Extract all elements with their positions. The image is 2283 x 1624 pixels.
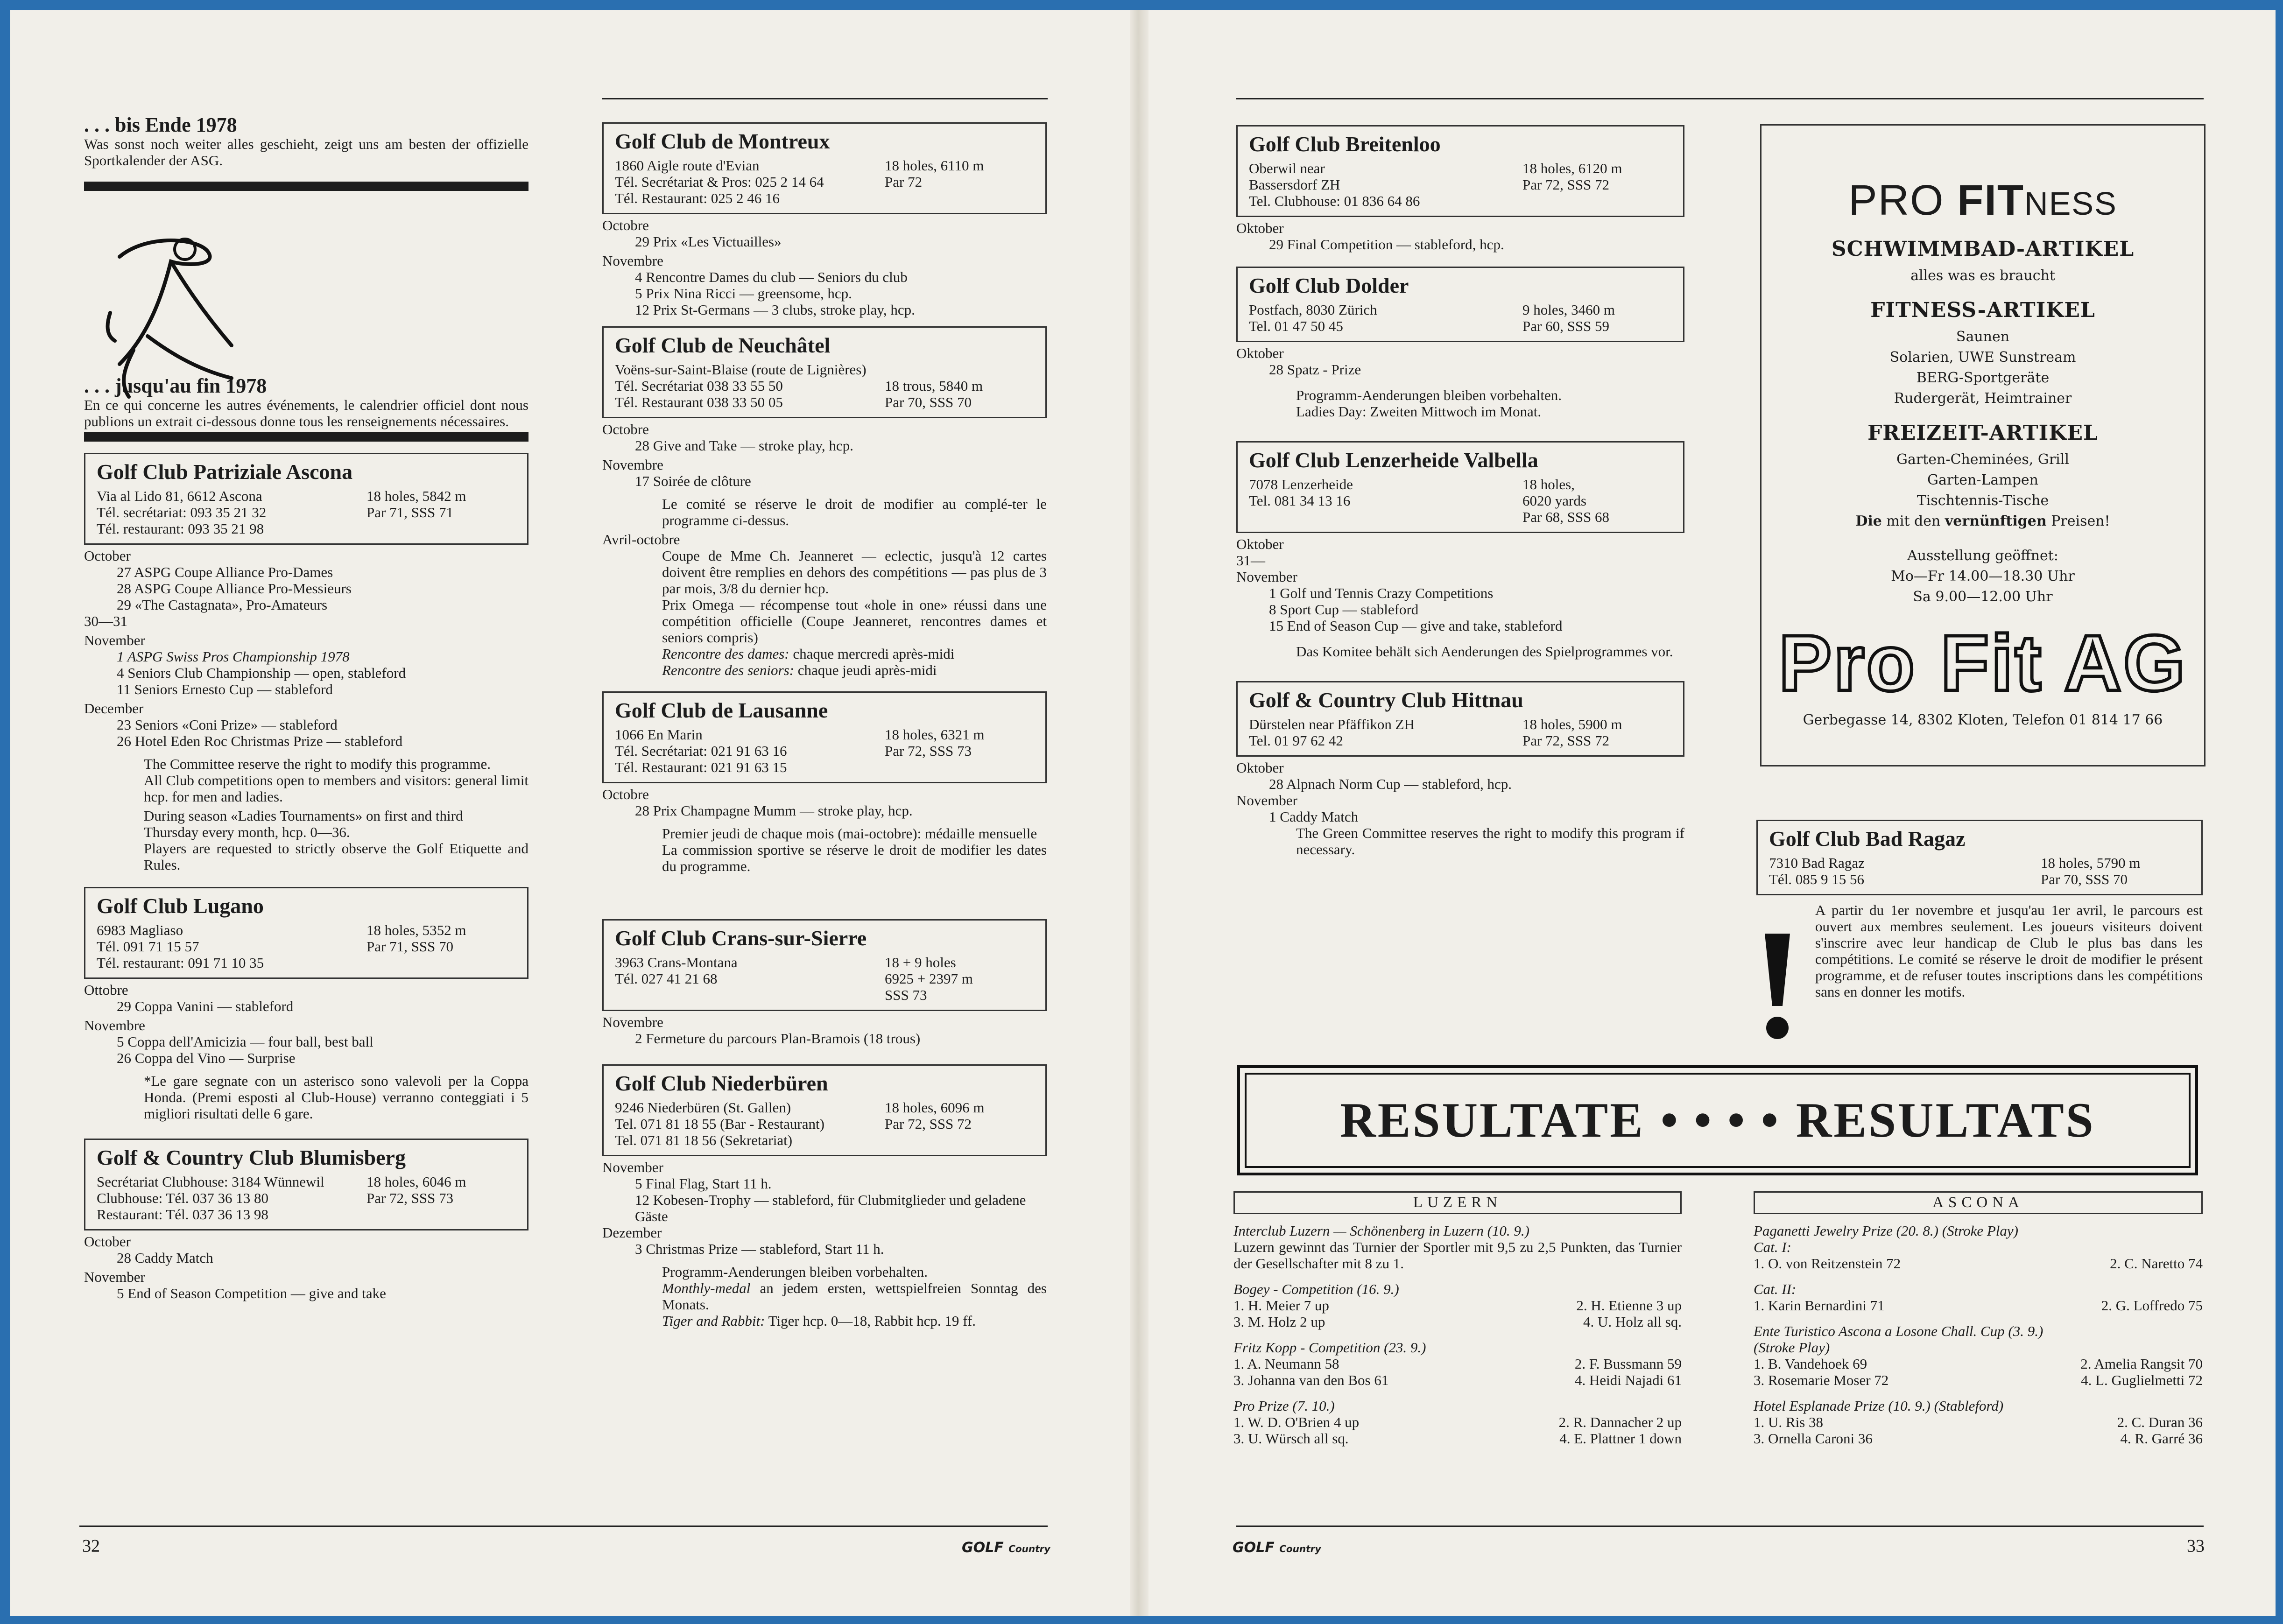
- club-info: [615, 954, 1034, 1003]
- event: 8 Sport Cup — stableford: [1269, 601, 1419, 618]
- club-note: *Le gare segnate con un asterisco sono valevoli per la Coppa Honda. (Premi esposti al Club-House) verranno conteggiati i 5 migliori risultati delle 6 gare.: [144, 1073, 528, 1122]
- club-stats: 18 holes, 6110 m: [885, 157, 984, 174]
- club-box-blumisberg: [84, 1139, 528, 1230]
- intro-de-text: Was sonst noch weiter alles geschieht, zeigt uns am besten der offizielle Sportkalender der ASG.: [84, 136, 528, 169]
- month: Oktober: [1236, 536, 1284, 552]
- club-name: Golf Club Lugano: [97, 894, 264, 918]
- club-stats: Par 70, SSS 70: [885, 394, 972, 410]
- club-name: Golf Club de Neuchâtel: [615, 333, 831, 357]
- club-note: A partir du 1er novembre et jusqu'au 1er avril, le parcours est ouvert aux membres seulement. Les joueurs visiteurs doivent s'inscrire avec leur handicap de Club le plus bas dans les compétitions. Le comité se réserve le droit de modifier le présent programme, et de refuser toutes inscriptions dans les compétitions sans en donner les motifs.: [1815, 902, 2203, 1000]
- club-address: 7310 Bad Ragaz: [1769, 855, 1865, 871]
- club-address: Dürstelen near Pfäffikon ZH: [1249, 716, 1415, 732]
- month: November: [1236, 569, 1297, 585]
- club-info: [615, 157, 1034, 206]
- club-phone: Tel. 01 97 62 42: [1249, 732, 1343, 749]
- club-note: Ladies Day: Zweiten Mittwoch im Monat.: [1296, 403, 1542, 420]
- club-stats: 18 trous, 5840 m: [885, 378, 983, 394]
- club-box-hittnau: [1236, 681, 1684, 757]
- logo-sub: Country: [1008, 1543, 1050, 1554]
- club-phone: Restaurant: Tél. 037 36 13 98: [97, 1206, 268, 1223]
- result-row: [1754, 1414, 2203, 1430]
- club-name: Golf Club Patriziale Ascona: [97, 460, 353, 484]
- club-info: [97, 488, 516, 537]
- club-name: Golf Club Bad Ragaz: [1769, 827, 1966, 851]
- results-banner: [1237, 1065, 2198, 1175]
- club-box-lugano: [84, 887, 528, 979]
- club-box-neuchatel: [602, 326, 1047, 418]
- tournament-title: Hotel Esplanade Prize (10. 9.) (Stableford): [1754, 1398, 2004, 1414]
- month: Ottobre: [84, 982, 128, 998]
- club-note: All Club competitions open to members and visitors: general limit hcp. for men and ladies.: [144, 772, 528, 805]
- club-address: Postfach, 8030 Zürich: [1249, 302, 1377, 318]
- ad-text: Saunen: [1956, 329, 2010, 345]
- event: 4 Seniors Club Championship — open, stableford: [117, 665, 406, 681]
- result-entry: 2. F. Bussmann 59: [1574, 1356, 1682, 1372]
- month: December: [84, 700, 144, 717]
- intro-fr-text: En ce qui concerne les autres événements, le calendrier officiel dont nous publions un extrait ci-dessous donne tous les renseignements nécessaires.: [84, 397, 528, 429]
- month: Avril-octobre: [602, 531, 680, 548]
- ad-slogan-part: mit den: [1881, 513, 1945, 529]
- top-rule: [1236, 98, 2204, 99]
- month: Novembre: [602, 1014, 663, 1030]
- club-stats: Par 72, SSS 72: [1522, 732, 1610, 749]
- logo-sub: Country: [1279, 1543, 1321, 1554]
- club-stats: 6020 yards: [1522, 492, 1586, 509]
- club-note: Programm-Aenderungen bleiben vorbehalten.: [662, 1264, 928, 1280]
- result-row: [1754, 1255, 2203, 1272]
- banner-title-fr: RESULTATS: [1796, 1093, 2095, 1147]
- club-phone: Tél. restaurant: 093 35 21 98: [97, 520, 264, 537]
- month: Novembre: [602, 457, 663, 473]
- club-name: Golf Club Niederbüren: [615, 1071, 828, 1095]
- club-note: The Committee reserve the right to modify this programme.: [144, 756, 491, 772]
- result-entry: 3. Rosemarie Moser 72: [1754, 1372, 1889, 1388]
- note-text: Tiger hcp. 0—18, Rabbit hcp. 19 ff.: [768, 1313, 976, 1329]
- result-entry: 2. R. Dannacher 2 up: [1558, 1414, 1682, 1430]
- result-entry: 3. U. Würsch all sq.: [1233, 1430, 1349, 1447]
- club-name: Golf & Country Club Hittnau: [1249, 688, 1523, 712]
- note-text: chaque jeudi après-midi: [797, 662, 937, 678]
- result-entry: 1. Karin Bernardini 71: [1754, 1297, 1885, 1314]
- ad-text: Tischtennis-Tische: [1917, 492, 2049, 509]
- tournament-title: Paganetti Jewelry Prize (20. 8.) (Stroke Play): [1754, 1223, 2019, 1239]
- divider: [84, 432, 528, 442]
- club-note: Le comité se réserve le droit de modifier au complé-ter le programme ci-dessus.: [662, 496, 1047, 528]
- club-stats: 18 holes, 6120 m: [1522, 160, 1622, 176]
- result-entry: 2. H. Etienne 3 up: [1576, 1297, 1682, 1314]
- event: 29 «The Castagnata», Pro-Amateurs: [117, 597, 328, 613]
- event: 31—: [1236, 552, 1265, 569]
- result-entry: 3. M. Holz 2 up: [1233, 1314, 1325, 1330]
- club-address: 1066 En Marin: [615, 726, 703, 743]
- club-stats: 18 holes, 6046 m: [366, 1174, 466, 1190]
- result-entry: 4. L. Guglielmetti 72: [2081, 1372, 2203, 1388]
- banner-title-de: RESULTATE: [1340, 1093, 1645, 1147]
- result-row: [1754, 1430, 2203, 1447]
- club-name: Golf Club Dolder: [1249, 274, 1409, 297]
- month: November: [1236, 792, 1297, 808]
- result-entry: 1. U. Ris 38: [1754, 1414, 1823, 1430]
- club-phone: Tél. 091 71 15 57: [97, 938, 199, 955]
- club-phone: Tél. restaurant: 091 71 10 35: [97, 955, 264, 971]
- tournament-text: Luzern gewinnt das Turnier der Sportler mit 9,5 zu 2,5 Punkten, das Turnier der Gesellschafter mit 8 zu 1.: [1233, 1239, 1682, 1272]
- event: 2 Fermeture du parcours Plan-Bramois (18 trous): [635, 1030, 921, 1047]
- result-entry: 2. C. Naretto 74: [2110, 1255, 2203, 1272]
- event: 28 Prix Champagne Mumm — stroke play, hcp.: [635, 802, 913, 819]
- club-note: During season «Ladies Tournaments» on first and third: [144, 808, 463, 824]
- club-stats: Par 72, SSS 72: [1522, 176, 1610, 193]
- club-phone: Tél. Restaurant: 025 2 46 16: [615, 190, 780, 206]
- club-stats: Par 60, SSS 59: [1522, 318, 1610, 334]
- month: November: [602, 1159, 663, 1175]
- magazine-logo: [1233, 1540, 1321, 1556]
- club-stats: Par 72, SSS 72: [885, 1116, 972, 1132]
- month: Octobre: [602, 421, 649, 437]
- club-address: 7078 Lenzerheide: [1249, 476, 1353, 492]
- ad-text: Garten-Lampen: [1927, 472, 2038, 488]
- month: Dezember: [602, 1224, 662, 1241]
- event: 29 Coppa Vanini — stableford: [117, 998, 294, 1014]
- note-text: chaque mercredi après-midi: [793, 646, 955, 662]
- tournament-title: Pro Prize (7. 10.): [1233, 1398, 1335, 1414]
- note-text: an jedem ersten, wettspielfreien Sonntag des Monats.: [662, 1280, 1047, 1313]
- note-label: Monthly-medal: [662, 1280, 751, 1296]
- club-phone: Clubhouse: Tél. 037 36 13 80: [97, 1190, 268, 1206]
- left-column-2: [602, 122, 1047, 1329]
- month: October: [84, 548, 131, 564]
- event: 28 Give and Take — stroke play, hcp.: [635, 437, 853, 454]
- club-name: Golf & Country Club Blumisberg: [97, 1146, 406, 1169]
- club-note: Thursday every month, hcp. 0—36.: [144, 824, 350, 840]
- club-note: [602, 646, 1047, 662]
- results-ascona: [1754, 1191, 2203, 1447]
- club-name: Golf Club Crans-sur-Sierre: [615, 926, 867, 950]
- club-stats: Par 72, SSS 73: [366, 1190, 454, 1206]
- ad-brand-pro: PRO: [1848, 176, 1958, 224]
- event: 30—31: [84, 613, 127, 629]
- result-entry: 3. Ornella Caroni 36: [1754, 1430, 1873, 1447]
- club-box-dolder: [1236, 267, 1684, 342]
- result-entry: 4. R. Garré 36: [2120, 1430, 2203, 1447]
- month: Octobre: [602, 217, 649, 233]
- club-address: 1860 Aigle route d'Evian: [615, 157, 760, 174]
- ad-address: Gerbegasse 14, 8302 Kloten, Telefon 01 814 17 66: [1803, 712, 2163, 728]
- club-phone: Tel. 081 34 13 16: [1249, 492, 1351, 509]
- club-name: Golf Club Lenzerheide Valbella: [1249, 448, 1538, 472]
- club-stats: Par 72, SSS 73: [885, 743, 972, 759]
- tournament-title: Bogey - Competition (16. 9.): [1233, 1281, 1399, 1297]
- page-number: 33: [2187, 1536, 2205, 1556]
- result-entry: 2. Amelia Rangsit 70: [2080, 1356, 2203, 1372]
- results-header: ASCONA: [1754, 1191, 2203, 1214]
- result-entry: 1. O. von Reitzenstein 72: [1754, 1255, 1901, 1272]
- results-luzern: [1233, 1191, 1682, 1447]
- club-stats: 18 holes, 5352 m: [366, 922, 466, 938]
- event: 28 ASPG Coupe Alliance Pro-Messieurs: [117, 580, 352, 597]
- ad-text: Mo—Fr 14.00—18.30 Uhr: [1891, 568, 2075, 584]
- club-info: [1249, 302, 1672, 334]
- month: Novembre: [602, 253, 663, 269]
- banner-dots: • • • •: [1660, 1093, 1780, 1147]
- club-phone: Tél. secrétariat: 093 35 21 32: [97, 504, 267, 520]
- club-box-ragaz: [1756, 820, 2203, 895]
- note-label: Tiger and Rabbit:: [662, 1313, 765, 1329]
- event: 29 Prix «Les Victuailles»: [635, 233, 782, 250]
- month: Oktober: [1236, 345, 1284, 361]
- club-phone: Tél. 085 9 15 56: [1769, 871, 1865, 887]
- event: 1 Caddy Match: [1269, 808, 1359, 825]
- event: 5 End of Season Competition — give and take: [117, 1285, 386, 1301]
- note-label: Rencontre des dames:: [662, 646, 789, 662]
- event: 26 Coppa del Vino — Surprise: [117, 1050, 296, 1066]
- event: 1 Golf und Tennis Crazy Competitions: [1269, 585, 1494, 601]
- club-phone: Tél. 027 41 21 68: [615, 970, 718, 987]
- category-label: Cat. I:: [1754, 1239, 1791, 1255]
- club-stats: Par 68, SSS 68: [1522, 509, 1610, 525]
- result-row: [1754, 1372, 2203, 1388]
- event: 5 Final Flag, Start 11 h.: [635, 1175, 772, 1192]
- club-note: [602, 662, 1047, 678]
- club-box-lenzerheide: [1236, 441, 1684, 533]
- club-box-niederburen: [602, 1064, 1047, 1156]
- club-info: [615, 378, 1034, 410]
- club-note: [602, 1280, 1047, 1313]
- result-entry: 4. E. Plattner 1 down: [1559, 1430, 1682, 1447]
- club-info: [1249, 160, 1672, 209]
- event: 5 Prix Nina Ricci — greensome, hcp.: [635, 285, 852, 302]
- divider: [84, 182, 528, 191]
- club-note: Prix Omega — récompense tout «hole in one» réussi dans une compétition officielle (Coupe Jeanneret, rencontres dames et seniors compris): [662, 597, 1047, 646]
- club-note: Das Komitee behält sich Aenderungen des Spielprogrammes vor.: [1296, 643, 1673, 660]
- club-stats: SSS 73: [885, 987, 927, 1003]
- club-address: Secrétariat Clubhouse: 3184 Wünnewil: [97, 1174, 324, 1190]
- club-phone: Tél. Secrétariat 038 33 55 50: [615, 378, 783, 394]
- club-box-breitenloo: [1236, 125, 1684, 217]
- result-row: [1754, 1297, 2203, 1314]
- bottom-rule: [79, 1526, 1048, 1527]
- event: 5 Coppa dell'Amicizia — four ball, best ball: [117, 1033, 373, 1050]
- right-column-1: [1236, 125, 1684, 858]
- club-address: Via al Lido 81, 6612 Ascona: [97, 488, 262, 504]
- ad-heading: FITNESS-ARTIKEL: [1870, 298, 2095, 322]
- club-box-lausanne: [602, 691, 1047, 783]
- club-info: [1769, 855, 2190, 887]
- result-entry: 1. H. Meier 7 up: [1233, 1297, 1329, 1314]
- club-address: 6983 Magliaso: [97, 922, 183, 938]
- ad-text: alles was es braucht: [1910, 267, 2055, 284]
- club-info: [615, 1099, 1034, 1148]
- category-label: Cat. II:: [1754, 1281, 1797, 1297]
- bottom-rule: [1236, 1526, 2204, 1527]
- club-note: Players are requested to strictly observe the Golf Etiquette and Rules.: [144, 840, 528, 873]
- club-phone: Tél. Restaurant 038 33 50 05: [615, 394, 783, 410]
- result-entry: 1. A. Neumann 58: [1233, 1356, 1339, 1372]
- event: 23 Seniors «Coni Prize» — stableford: [117, 717, 338, 733]
- club-stats: 18 holes, 6096 m: [885, 1099, 985, 1116]
- event: 12 Prix St-Germans — 3 clubs, stroke play, hcp.: [635, 302, 915, 318]
- club-info: [615, 726, 1034, 775]
- club-phone: Tel. 071 81 18 55 (Bar - Restaurant): [615, 1116, 824, 1132]
- club-note: Coupe de Mme Ch. Jeanneret — eclectic, jusqu'à 12 cartes doivent être remplies en dehors des compétitions — pas plus de 3 par mois, 3/8 du dernier hcp.: [662, 548, 1047, 597]
- golfer-illustration: [92, 229, 250, 406]
- club-phone: Tel. 01 47 50 45: [1249, 318, 1343, 334]
- event: 11 Seniors Ernesto Cup — stableford: [117, 681, 333, 697]
- top-rule: [602, 98, 1048, 99]
- ad-brand-ness: NESS: [2024, 185, 2117, 222]
- month: October: [84, 1233, 131, 1250]
- result-entry: 3. Johanna van den Bos 61: [1233, 1372, 1389, 1388]
- club-note: Premier jeudi de chaque mois (mai-octobre): médaille mensuelle: [662, 825, 1037, 842]
- profit-logo: Pro Fit AG: [1778, 619, 2187, 708]
- ad-text: Garten-Cheminées, Grill: [1896, 451, 2069, 468]
- result-row: [1233, 1372, 1682, 1388]
- results-header: LUZERN: [1233, 1191, 1682, 1214]
- ad-text: BERG-Sportgeräte: [1916, 370, 2050, 386]
- result-entry: 2. C. Duran 36: [2117, 1414, 2203, 1430]
- club-box-crans: [602, 919, 1047, 1011]
- result-row: [1233, 1356, 1682, 1372]
- result-row: [1754, 1356, 2203, 1372]
- club-phone: Tél. Restaurant: 021 91 63 15: [615, 759, 787, 775]
- club-stats: 6925 + 2397 m: [885, 970, 973, 987]
- event: 28 Caddy Match: [117, 1250, 213, 1266]
- club-phone: Tel. 071 81 18 56 (Sekretariat): [615, 1132, 793, 1148]
- logo-main: GOLF: [962, 1540, 1004, 1556]
- event: 4 Rencontre Dames du club — Seniors du club: [635, 269, 908, 285]
- month: November: [84, 1269, 145, 1285]
- club-box-ascona: [84, 453, 528, 545]
- bad-ragaz-section: [1756, 820, 2203, 1000]
- result-row: [1233, 1314, 1682, 1330]
- event: 28 Spatz - Prize: [1269, 361, 1361, 378]
- ad-slogan: [1762, 511, 2204, 532]
- club-name: Golf Club de Lausanne: [615, 698, 828, 722]
- club-name: Golf Club de Montreux: [615, 129, 830, 153]
- event: 27 ASPG Coupe Alliance Pro-Dames: [117, 564, 333, 580]
- event: 12 Kobesen-Trophy — stableford, für Clubmitglieder und geladene Gäste: [635, 1192, 1026, 1224]
- month: Oktober: [1236, 220, 1284, 236]
- month: Novembre: [84, 1017, 145, 1033]
- ad-heading: FREIZEIT-ARTIKEL: [1867, 421, 2098, 445]
- club-box-montreux: [602, 122, 1047, 214]
- ad-text: Sa 9.00—12.00 Uhr: [1913, 589, 2053, 605]
- exclamation-icon: [1760, 929, 1795, 1041]
- club-address: Bassersdorf ZH: [1249, 176, 1340, 193]
- event: 15 End of Season Cup — give and take, stableford: [1269, 618, 1563, 634]
- result-entry: 4. Heidi Najadi 61: [1574, 1372, 1682, 1388]
- club-stats: 18 holes, 5842 m: [366, 488, 466, 504]
- club-stats: Par 70, SSS 70: [2041, 871, 2128, 887]
- ad-brand-fit: FIT: [1957, 176, 2025, 224]
- club-stats: Par 72: [885, 174, 923, 190]
- ad-slogan-part: vernünftigen: [1945, 513, 2047, 529]
- club-address: Oberwil near: [1249, 160, 1325, 176]
- club-stats: 18 holes, 5900 m: [1522, 716, 1622, 732]
- club-stats: 18 holes,: [1522, 476, 1575, 492]
- club-phone: Tel. Clubhouse: 01 836 64 86: [1249, 193, 1420, 209]
- month: November: [84, 632, 145, 648]
- month: Oktober: [1236, 759, 1284, 776]
- club-address: 9246 Niederbüren (St. Gallen): [615, 1099, 791, 1116]
- ad-slogan-part: Preisen!: [2046, 513, 2110, 529]
- club-address: Voëns-sur-Saint-Blaise (route de Lignières): [615, 361, 867, 378]
- ad-text: Rudergerät, Heimtrainer: [1894, 390, 2072, 407]
- club-info: [1249, 476, 1672, 525]
- club-stats: 18 + 9 holes: [885, 954, 956, 970]
- magazine-logo: [962, 1540, 1050, 1556]
- result-entry: 1. W. D. O'Brien 4 up: [1233, 1414, 1360, 1430]
- tournament-title: Ente Turistico Ascona a Losone Chall. Cup (3. 9.): [1754, 1323, 2043, 1339]
- intro-de: [84, 113, 528, 169]
- profit-advertisement: [1760, 124, 2205, 766]
- result-entry: 4. U. Holz all sq.: [1583, 1314, 1682, 1330]
- ad-text: Solarien, UWE Sunstream: [1889, 349, 2076, 366]
- club-note: Programm-Aenderungen bleiben vorbehalten.: [1296, 387, 1562, 403]
- club-info: [1249, 716, 1672, 749]
- club-stats: Par 71, SSS 71: [366, 504, 454, 520]
- club-note: La commission sportive se réserve le droit de modifier les dates du programme.: [662, 842, 1047, 874]
- note-label: Rencontre des seniors:: [662, 662, 794, 678]
- tournament-title: Interclub Luzern — Schönenberg in Luzern (10. 9.): [1233, 1223, 1530, 1239]
- result-row: [1233, 1414, 1682, 1430]
- club-phone: Tél. Secrétariat: 021 91 63 16: [615, 743, 787, 759]
- result-entry: 1. B. Vandehoek 69: [1754, 1356, 1867, 1372]
- ad-text: Ausstellung geöffnet:: [1907, 548, 2058, 564]
- club-stats: Par 71, SSS 70: [366, 938, 454, 955]
- club-note: [602, 1313, 1047, 1329]
- event: 1 ASPG Swiss Pros Championship 1978: [117, 648, 350, 665]
- event: 29 Final Competition — stableford, hcp.: [1269, 236, 1504, 253]
- event: 28 Alpnach Norm Cup — stableford, hcp.: [1269, 776, 1512, 792]
- event: 17 Soirée de clôture: [635, 473, 751, 489]
- intro-de-title: . . . bis Ende 1978: [84, 113, 237, 136]
- club-stats: 18 holes, 5790 m: [2041, 855, 2141, 871]
- result-row: [1233, 1297, 1682, 1314]
- club-stats: 18 holes, 6321 m: [885, 726, 985, 743]
- club-phone: Tél. Secrétariat & Pros: 025 2 14 64: [615, 174, 824, 190]
- club-name: Golf Club Breitenloo: [1249, 132, 1441, 156]
- event: 3 Christmas Prize — stableford, Start 11 h.: [635, 1241, 884, 1257]
- club-note: The Green Committee reserves the right to modify this program if necessary.: [1296, 825, 1684, 858]
- club-address: 3963 Crans-Montana: [615, 954, 738, 970]
- tournament-title: Fritz Kopp - Competition (23. 9.): [1233, 1339, 1426, 1356]
- club-info: [97, 922, 516, 971]
- ad-brand: [1762, 176, 2204, 225]
- result-entry: 2. G. Loffredo 75: [2101, 1297, 2203, 1314]
- event: 26 Hotel Eden Roc Christmas Prize — stableford: [117, 733, 403, 749]
- club-info: [97, 1174, 516, 1223]
- club-stats: 9 holes, 3460 m: [1522, 302, 1615, 318]
- tournament-title: (Stroke Play): [1754, 1339, 1830, 1356]
- page-number: 32: [82, 1536, 100, 1556]
- ad-slogan-part: Die: [1855, 513, 1882, 529]
- logo-main: GOLF: [1233, 1540, 1275, 1556]
- result-row: [1233, 1430, 1682, 1447]
- month: Octobre: [602, 786, 649, 802]
- page-gutter: [1130, 10, 1149, 1616]
- intro-fr-title: . . . jusqu'au fin 1978: [84, 374, 267, 397]
- ad-heading: SCHWIMMBAD-ARTIKEL: [1831, 237, 2135, 261]
